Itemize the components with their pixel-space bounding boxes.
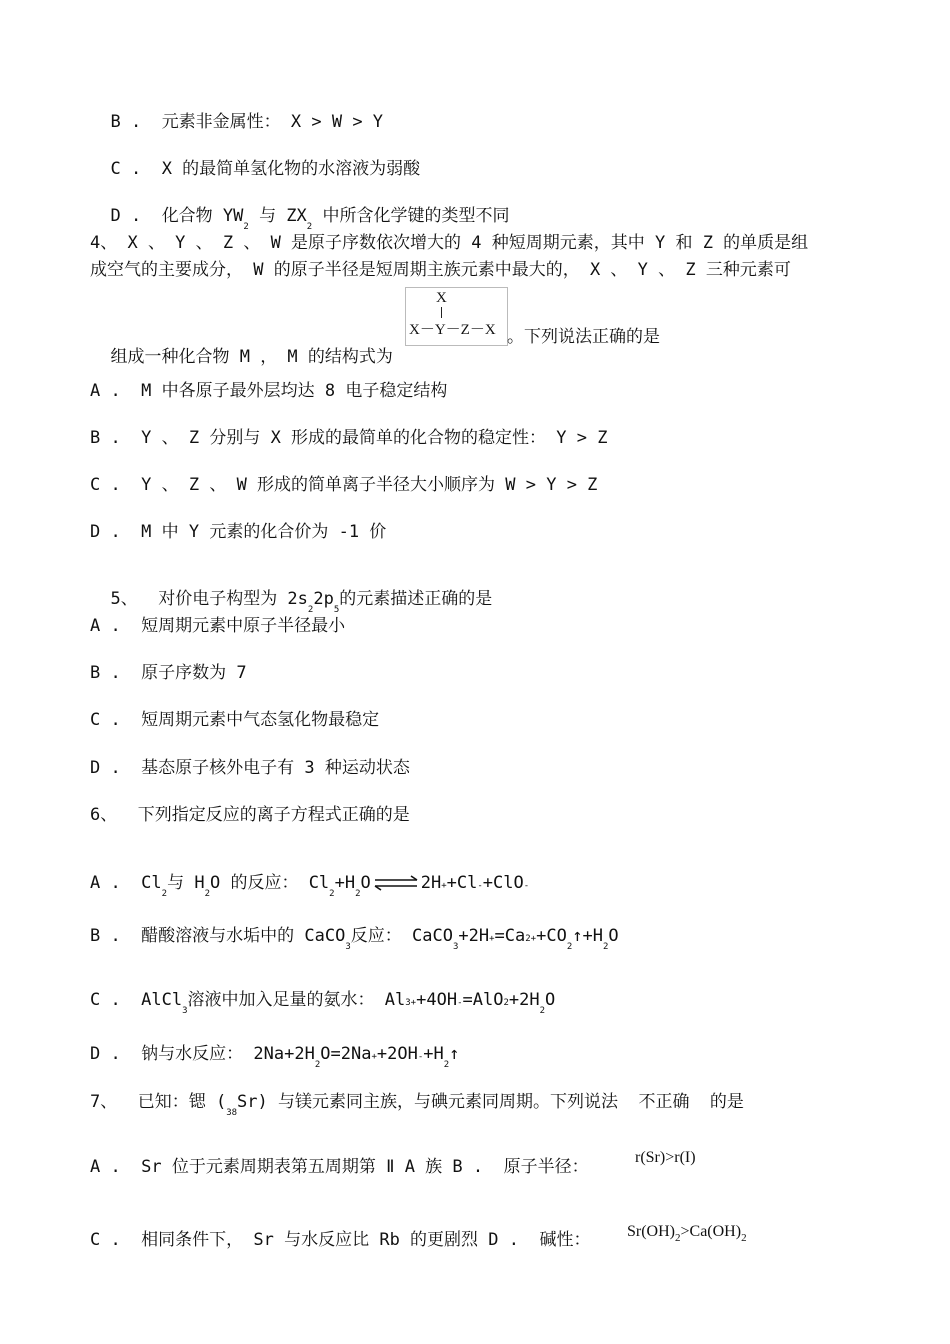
text: Sr) 与镁元素同主族，与碘元素同周期。下列说法 不正确 的是 bbox=[237, 1092, 744, 1112]
subscript: 2 bbox=[161, 889, 168, 899]
q4-option-b: B . Y 、 Z 分别与 X 形成的最简单的化合物的稳定性： Y > Z bbox=[90, 428, 608, 448]
subscript: 2 bbox=[329, 889, 335, 899]
superscript: - bbox=[477, 881, 483, 891]
text: O bbox=[608, 926, 619, 946]
subscript: 3 bbox=[452, 942, 459, 952]
subscript: 3 bbox=[345, 942, 351, 952]
option-text: 元素非金属性： X > W > Y bbox=[161, 112, 384, 132]
q3-option-b bbox=[90, 92, 383, 132]
text: +ClO bbox=[482, 873, 524, 893]
q5-option-c: C . 短周期元素中气态氢化物最稳定 bbox=[90, 710, 380, 730]
option-text: X 的最简单氢化物的水溶液为弱酸 bbox=[161, 159, 421, 179]
subscript: 38 bbox=[226, 1108, 238, 1118]
q5-option-b: B . 原子序数为 7 bbox=[90, 663, 247, 683]
option-label: D . bbox=[110, 206, 142, 226]
text: D . 钠与水反应： 2Na+2H bbox=[90, 1044, 315, 1064]
q7-stem bbox=[90, 1092, 744, 1118]
subscript: 2 bbox=[741, 1232, 747, 1244]
text: O bbox=[545, 990, 556, 1010]
text: Sr(OH) bbox=[627, 1223, 675, 1240]
text: 2H bbox=[420, 873, 442, 893]
subscript: 2 bbox=[306, 222, 313, 232]
text: +2H bbox=[458, 926, 490, 946]
q3-option-d bbox=[90, 186, 510, 232]
q4-option-d: D . M 中 Y 元素的化合价为 -1 价 bbox=[90, 522, 387, 542]
text: +4OH bbox=[416, 990, 458, 1010]
text: 2p bbox=[313, 589, 334, 609]
subscript: 2 bbox=[443, 1060, 450, 1070]
q4-stem-line1: 4、 X 、 Y 、 Z 、 W 是原子序数依次增大的 4 种短周期元素，其中 Y 和 Z 的单质是组 bbox=[90, 233, 809, 253]
text: 与 H bbox=[167, 873, 205, 893]
q4-stem-line2: 成空气的主要成分， W 的原子半径是短周期主族元素中最大的， X 、 Y 、 Z 三种元素可 bbox=[90, 260, 791, 280]
text: +H bbox=[334, 873, 356, 893]
structure-row: X－Y－Z－X bbox=[409, 322, 496, 338]
q4-stem-line3-end: 。下列说法正确的是 bbox=[507, 327, 660, 347]
q6-option-c bbox=[90, 990, 556, 1016]
subscript: 2 bbox=[539, 1006, 545, 1016]
text: >Ca(OH) bbox=[680, 1223, 742, 1240]
q5-stem bbox=[90, 569, 493, 615]
structural-formula-image bbox=[405, 287, 508, 346]
q4-option-a: A . M 中各原子最外层均达 8 电子稳定结构 bbox=[90, 381, 448, 401]
text: =Ca bbox=[494, 926, 526, 946]
text: 组成一种化合物 M ， M 的结构式为 bbox=[110, 347, 393, 367]
text: =AlO bbox=[462, 990, 504, 1010]
reversible-arrow-icon bbox=[373, 875, 419, 891]
text: 化合物 YW bbox=[161, 206, 244, 226]
text: ↑ bbox=[449, 1044, 460, 1064]
text: +H bbox=[423, 1044, 444, 1064]
q4-option-c: C . Y 、 Z 、 W 形成的简单离子半径大小顺序为 W > Y > Z bbox=[90, 475, 598, 495]
structure-top-atom: X bbox=[436, 290, 447, 306]
text: A . Sr 位于元素周期表第五周期第 Ⅱ A 族 B . 原子半径： bbox=[90, 1157, 589, 1177]
text: 5、 对价电子构型为 2s bbox=[110, 589, 308, 609]
subscript: 2 bbox=[566, 942, 573, 952]
q5-option-d: D . 基态原子核外电子有 3 种运动状态 bbox=[90, 758, 410, 778]
q6-stem: 6、 下列指定反应的离子方程式正确的是 bbox=[90, 805, 410, 825]
q4-stem-line3 bbox=[90, 327, 393, 367]
superscript: + bbox=[371, 1052, 377, 1062]
subscript: 2 bbox=[314, 1060, 321, 1070]
text: C . AlCl bbox=[90, 990, 183, 1010]
q7-option-a-b bbox=[90, 1157, 589, 1177]
text: 反应： CaCO bbox=[350, 926, 453, 946]
text: 的元素描述正确的是 bbox=[339, 589, 493, 609]
radius-formula-image: r(Sr)>r(I) bbox=[635, 1149, 696, 1166]
subscript: 2 bbox=[675, 1232, 681, 1244]
q6-option-d bbox=[90, 1044, 460, 1070]
subscript: 3 bbox=[182, 1006, 188, 1016]
text: 7、 已知：锶 ( bbox=[90, 1092, 227, 1112]
text: A . Cl bbox=[90, 873, 162, 893]
subscript: 2 bbox=[355, 889, 361, 899]
subscript: 2 bbox=[243, 222, 249, 232]
superscript: 5 bbox=[333, 605, 340, 615]
subscript: 2 bbox=[602, 942, 609, 952]
basicity-formula-image bbox=[627, 1222, 747, 1243]
text: +2H bbox=[508, 990, 540, 1010]
option-label: C . bbox=[110, 159, 142, 179]
text: 溶液中加入足量的氨水： Al bbox=[187, 990, 406, 1010]
q6-option-a bbox=[90, 873, 530, 899]
text: B . 醋酸溶液与水垢中的 CaCO bbox=[90, 926, 346, 946]
option-label: B . bbox=[110, 112, 142, 132]
text: O=2Na bbox=[320, 1044, 372, 1064]
subscript: 2 bbox=[204, 889, 210, 899]
text: ↑+H bbox=[572, 926, 603, 946]
superscript: - bbox=[417, 1052, 424, 1062]
q5-option-a: A . 短周期元素中原子半径最小 bbox=[90, 616, 346, 636]
superscript: 3+ bbox=[405, 998, 417, 1008]
text: +Cl bbox=[446, 873, 478, 893]
q3-option-c bbox=[90, 139, 420, 179]
superscript: 2 bbox=[307, 605, 314, 615]
text: C . 相同条件下， Sr 与水反应比 Rb 的更剧烈 D . 碱性： bbox=[90, 1230, 591, 1250]
text: O bbox=[360, 873, 371, 893]
text: 与 ZX bbox=[248, 206, 307, 226]
superscript: 2+ bbox=[525, 934, 537, 944]
vertical-bond bbox=[441, 307, 442, 318]
q7-option-c-d bbox=[90, 1230, 590, 1250]
superscript: - bbox=[457, 998, 463, 1008]
superscript: + bbox=[489, 934, 495, 944]
superscript: 2 bbox=[503, 998, 509, 1008]
text: +CO bbox=[536, 926, 567, 946]
superscript: + bbox=[441, 881, 447, 891]
superscript: - bbox=[523, 881, 530, 891]
text: O 的反应： Cl bbox=[209, 873, 330, 893]
text: 中所含化学键的类型不同 bbox=[312, 206, 510, 226]
text: +2OH bbox=[376, 1044, 418, 1064]
q6-option-b bbox=[90, 926, 619, 952]
